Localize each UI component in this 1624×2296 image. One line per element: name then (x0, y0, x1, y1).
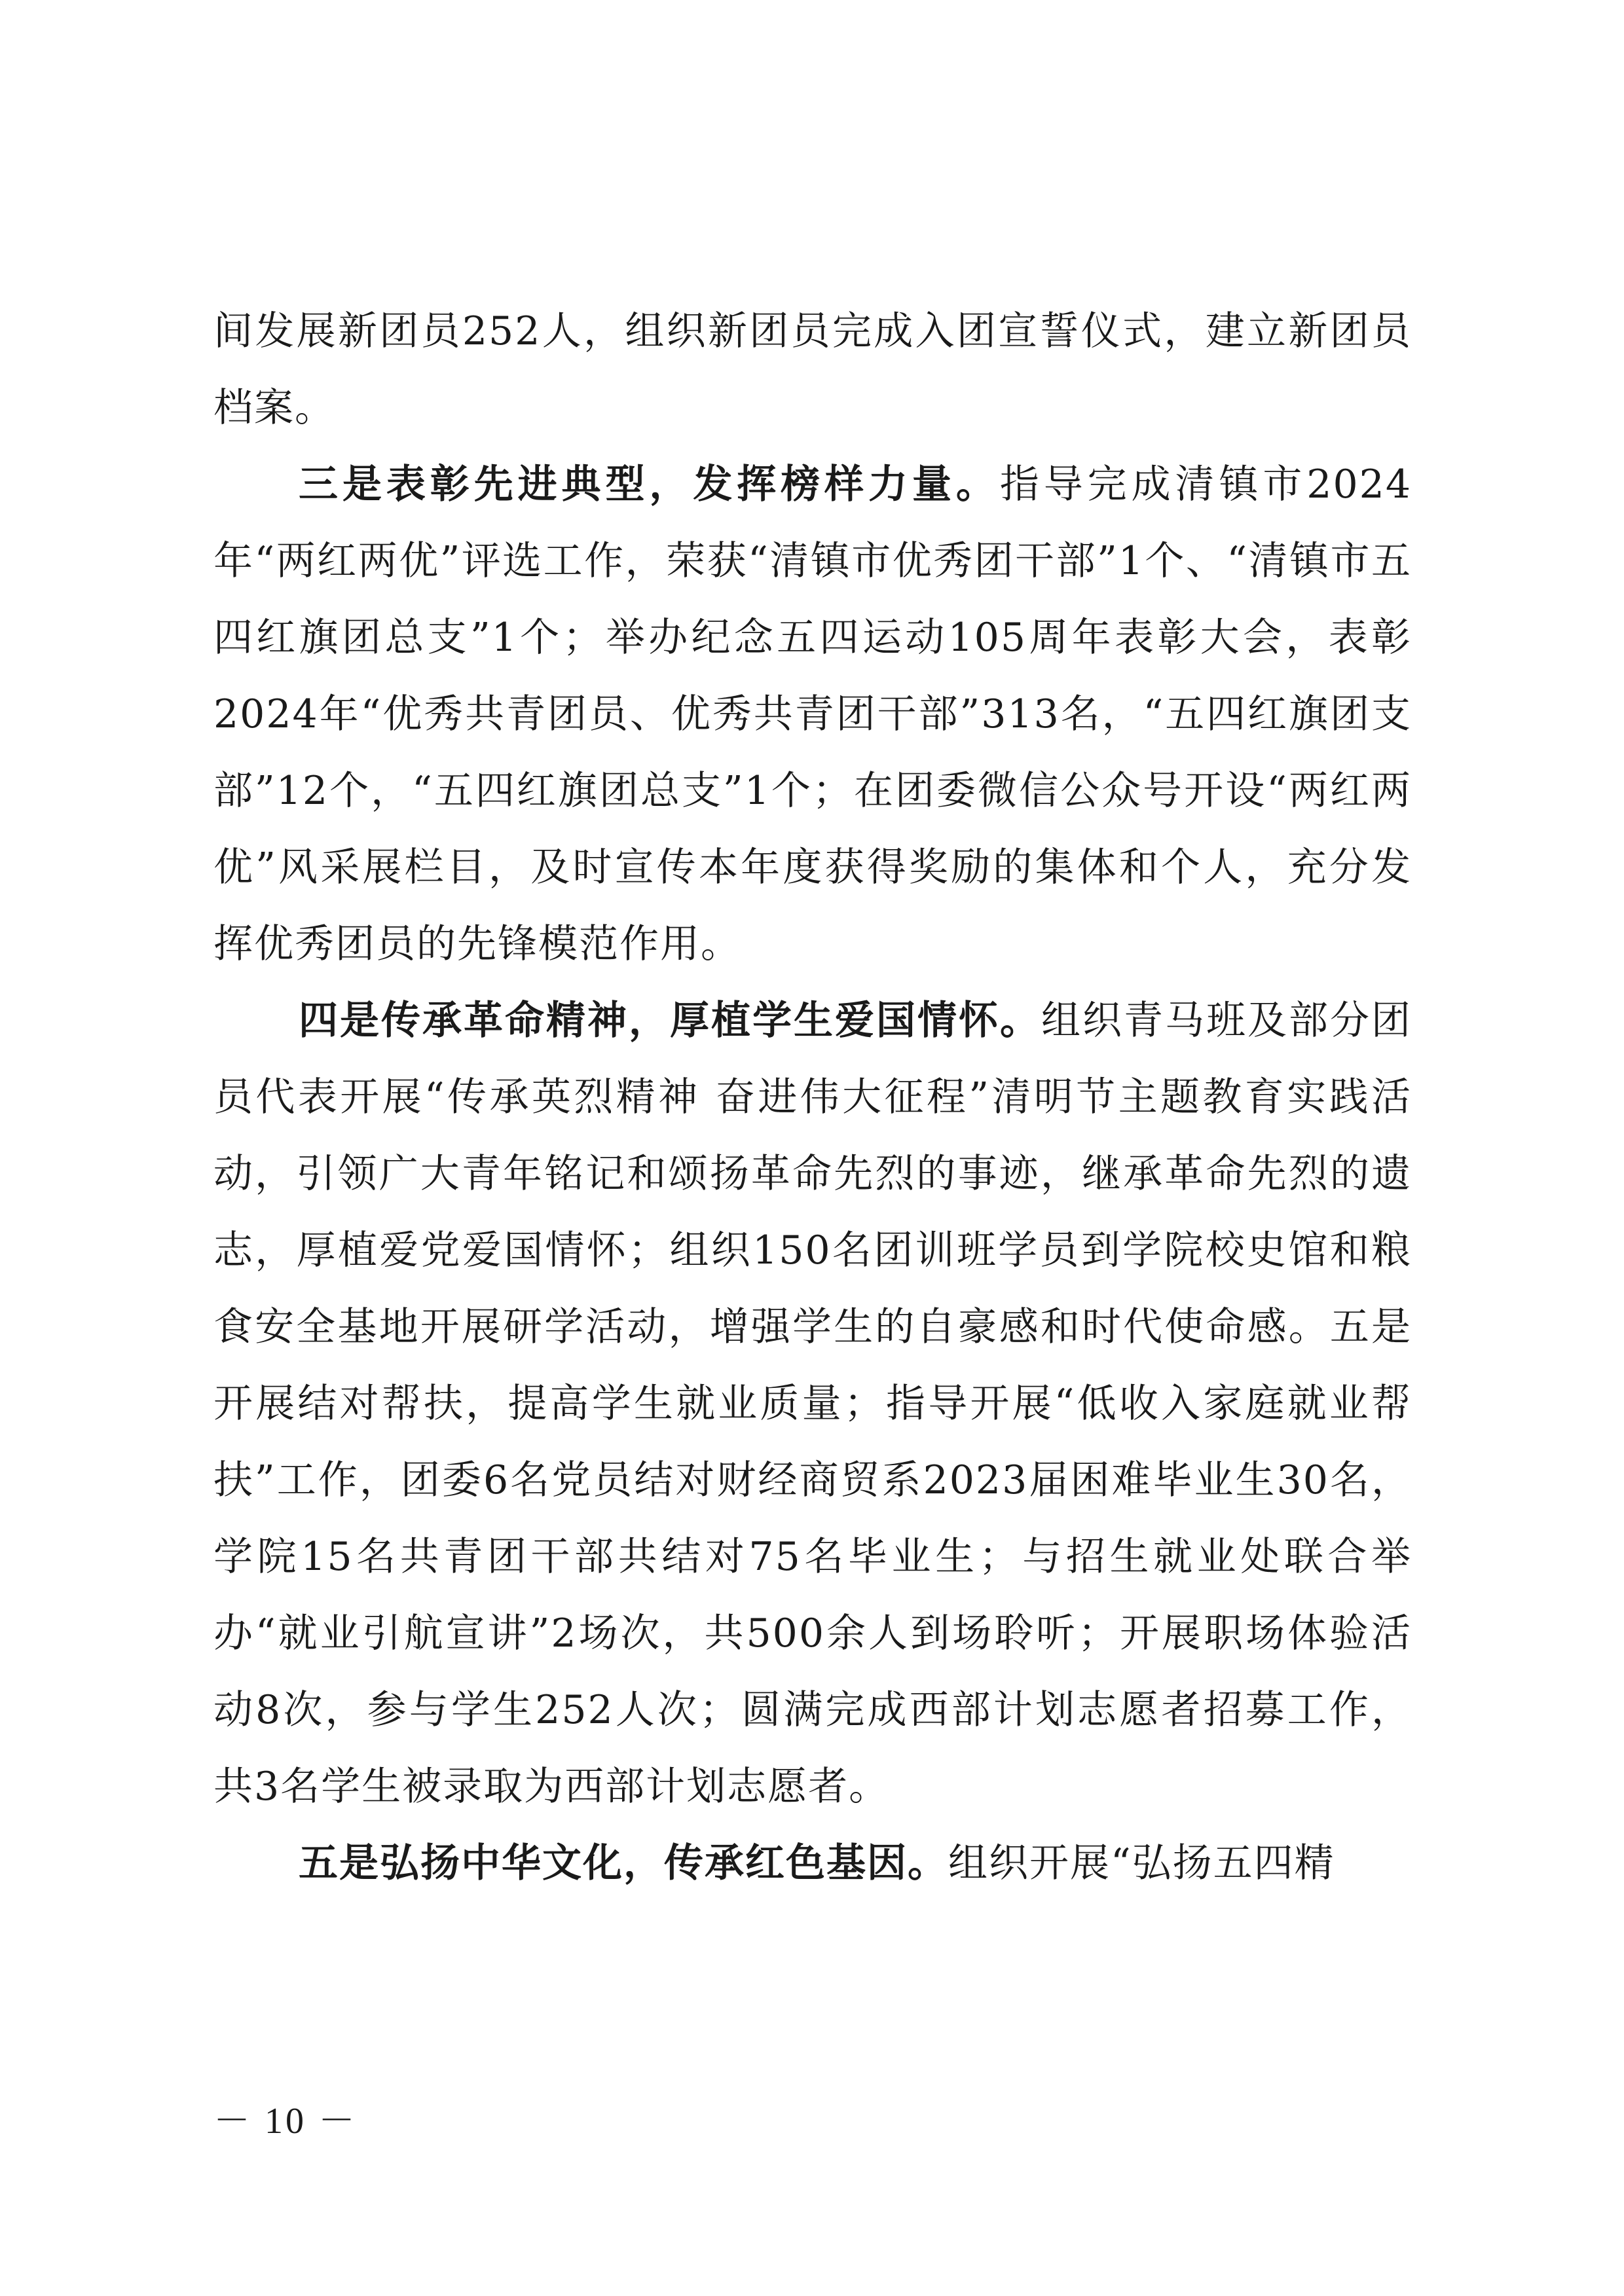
paragraph-body: 指导完成清镇市2024年“两红两优”评选工作，荣获“清镇市优秀团干部”1个、“清镇市五四红旗团总支”1个；举办纪念五四运动105周年表彰大会，表彰2024年“优秀共青团员、优秀共青团干部”313名，“五四红旗团支部”12个，“五四红旗团总支”1个；在团委微信公众号开设“两红两优”风采展栏目，及时宣传本年度获得奖励的集体和个人，充分发挥优秀团员的先锋模范作用。 (213, 462, 1412, 967)
paragraph-commendation (213, 446, 1412, 983)
page-number: － 10 － (213, 2101, 358, 2141)
body-text (213, 293, 1412, 1902)
paragraph-body: 组织青马班及部分团员代表开展“传承英烈精神 奋进伟大征程”清明节主题教育实践活动，引领广大青年铭记和颂扬革命先烈的事迹，继承革命先烈的遗志，厚植爱党爱国情怀；组织150名团训班学员到学院校史馆和粮食安全基地开展研学活动，增强学生的自豪感和时代使命感。五是开展结对帮扶，提高学生就业质量；指导开展“低收入家庭就业帮扶”工作，团委6名党员结对财经商贸系2023届困难毕业生30名，学院15名共青团干部共结对75名毕业生；与招生就业处联合举办“就业引航宣讲”2场次，共500余人到场聆听；开展职场体验活动8次，参与学生252人次；圆满完成西部计划志愿者招募工作，共3名学生被录取为西部计划志愿者。 (213, 998, 1412, 1810)
paragraph-heading: 五是弘扬中华文化，传承红色基因。 (299, 1840, 948, 1886)
paragraph-continuation (213, 293, 1412, 446)
paragraph-heading: 四是传承革命精神，厚植学生爱国情怀。 (299, 998, 1041, 1044)
paragraph-heading: 三是表彰先进典型，发挥榜样力量。 (299, 462, 1000, 507)
paragraph-body: 组织开展“弘扬五四精 (948, 1840, 1335, 1886)
paragraph-revolutionary-spirit (213, 983, 1412, 1825)
paragraph-chinese-culture (213, 1825, 1412, 1902)
paragraph-body: 间发展新团员252人，组织新团员完成入团宣誓仪式，建立新团员档案。 (213, 308, 1412, 431)
